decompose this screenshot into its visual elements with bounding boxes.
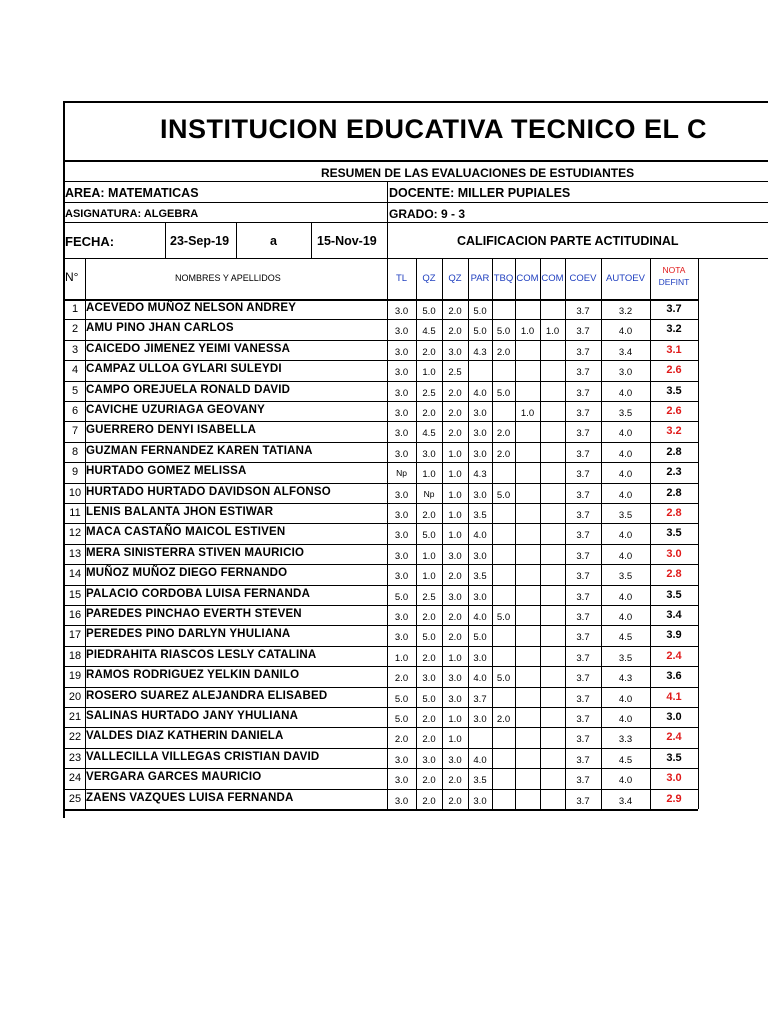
grade-autoev: 4.0 [618, 530, 633, 542]
final-grade: 3.2 [666, 425, 682, 438]
grade-tl: 3.0 [394, 754, 409, 766]
table-row [65, 442, 698, 462]
student-name: SALINAS HURTADO JANY YHULIANA [86, 710, 299, 722]
grade-par: 3.0 [473, 652, 487, 664]
row-number: 20 [68, 690, 82, 703]
grade-tbq: 5.0 [496, 489, 511, 501]
col-com2: COM [541, 273, 564, 284]
grade-autoev: 3.0 [618, 367, 633, 379]
table-row [65, 646, 698, 666]
grade-qz2: 2.0 [448, 428, 462, 440]
grade-autoev: 4.0 [618, 550, 633, 562]
student-name: CAMPO OREJUELA RONALD DAVID [86, 383, 291, 396]
grade-qz1: 4.5 [422, 428, 436, 440]
grade-par: 4.3 [473, 346, 487, 358]
grade-tl: 3.0 [394, 632, 409, 644]
student-name: CAVICHE UZURIAGA GEOVANY [86, 404, 266, 416]
grade-par: 3.0 [473, 428, 487, 440]
grade-autoev: 4.0 [618, 489, 633, 501]
grade-qz2: 3.0 [448, 673, 462, 685]
grade-qz2: 3.0 [448, 591, 462, 603]
student-name: VERGARA GARCES MAURICIO [86, 771, 262, 784]
grade-qz2: 1.0 [448, 510, 462, 521]
table-row [65, 299, 698, 319]
grade-autoev: 3.5 [618, 652, 633, 664]
row-number: 9 [71, 466, 79, 479]
grade-qz1: 2.0 [422, 510, 436, 521]
row-number: 14 [68, 568, 82, 581]
grade-coev: 3.7 [576, 591, 590, 603]
grade-coev: 3.7 [576, 775, 590, 787]
grade-coev: 3.7 [576, 306, 590, 317]
col-tbq: TBQ [493, 273, 514, 284]
final-grade: 2.8 [666, 507, 682, 519]
grade-autoev: 3.4 [618, 795, 633, 807]
grade-coev: 3.7 [576, 754, 590, 766]
student-name: MUÑOZ MUÑOZ DIEGO FERNANDO [86, 567, 288, 580]
grade-qz2: 3.0 [448, 693, 462, 705]
border-line [236, 222, 237, 259]
border-line [65, 160, 768, 162]
row-number: 23 [68, 751, 82, 764]
col-nombres: NOMBRES Y APELLIDOS [175, 273, 281, 283]
final-grade: 3.6 [666, 670, 682, 683]
table-row [65, 340, 698, 360]
grade-par: 5.0 [473, 306, 487, 317]
grade-tbq: 5.0 [496, 326, 511, 338]
col-qz2: QZ [448, 273, 462, 284]
grade-tl: 3.0 [394, 489, 409, 501]
student-name: ACEVEDO MUÑOZ NELSON ANDREY [86, 302, 297, 314]
row-number: 11 [69, 507, 81, 519]
student-name: MACA CASTAÑO MAICOL ESTIVEN [86, 526, 286, 539]
table-row [65, 381, 698, 401]
grade-tl: 3.0 [394, 550, 409, 562]
table-row [65, 789, 698, 809]
grade-qz1: 3.0 [422, 448, 436, 460]
grade-qz1: 5.0 [422, 306, 436, 317]
final-grade: 3.5 [666, 527, 682, 540]
grade-par: 4.3 [473, 469, 487, 481]
row-number: 5 [71, 384, 79, 397]
grade-qz2: 1.0 [448, 652, 462, 664]
table-row [65, 421, 698, 441]
grade-qz2: 2.0 [448, 408, 462, 419]
col-tl: TL [395, 273, 408, 284]
grade-qz1: 3.0 [422, 673, 436, 685]
row-number: 15 [68, 588, 82, 601]
grade-com1: 1.0 [520, 326, 535, 338]
col-autoev: AUTOEV [606, 273, 645, 284]
final-grade: 2.8 [666, 568, 682, 581]
col-qz1: QZ [422, 273, 436, 284]
final-grade: 3.5 [666, 384, 682, 397]
grade-qz1: 2.0 [422, 734, 436, 746]
row-number: 7 [71, 425, 79, 438]
final-grade: 3.0 [666, 711, 682, 723]
grade-par: 3.0 [473, 550, 487, 562]
row-number: 4 [71, 364, 79, 377]
calificacion-label: CALIFICACION PARTE ACTITUDINAL [457, 234, 679, 248]
grade-qz1: 1.0 [422, 550, 436, 562]
grade-tbq: 5.0 [496, 673, 511, 685]
student-name: HURTADO HURTADO DAVIDSON ALFONSO [86, 485, 331, 498]
student-name: GUERRERO DENYI ISABELLA [86, 424, 257, 437]
grade-qz2: 3.0 [448, 346, 462, 358]
grade-coev: 3.7 [576, 652, 590, 664]
final-grade: 2.8 [666, 445, 682, 458]
grade-tl: 3.0 [394, 346, 409, 358]
docente-label: DOCENTE: MILLER PUPIALES [389, 186, 571, 200]
grade-autoev: 4.0 [618, 775, 633, 787]
grid-line [698, 258, 699, 809]
grade-par: 3.0 [473, 408, 487, 419]
grade-tbq: 2.0 [496, 346, 511, 358]
student-name: CAMPAZ ULLOA GYLARI SULEYDI [86, 363, 282, 376]
grade-tl: 5.0 [394, 693, 409, 705]
grade-par: 3.5 [473, 510, 487, 521]
col-coev: COEV [569, 273, 597, 284]
grade-coev: 3.7 [576, 571, 590, 583]
table-row [65, 544, 698, 564]
final-grade: 3.7 [666, 303, 682, 315]
row-number: 16 [68, 609, 82, 621]
grade-autoev: 3.2 [618, 306, 633, 317]
grade-coev: 3.7 [576, 530, 590, 542]
final-grade: 3.5 [666, 588, 682, 601]
final-grade: 3.2 [666, 323, 682, 336]
row-number: 18 [68, 649, 82, 662]
grade-tl: 3.0 [394, 326, 409, 338]
student-name: ROSERO SUAREZ ALEJANDRA ELISABED [86, 689, 328, 702]
row-number: 19 [68, 670, 82, 683]
row-number: 22 [68, 731, 82, 744]
grade-qz1: 5.0 [422, 530, 436, 542]
grade-autoev: 4.0 [618, 612, 633, 623]
grade-coev: 3.7 [576, 387, 590, 399]
grade-tl: 1.0 [394, 652, 409, 664]
table-row [65, 687, 698, 707]
grade-tl: 3.0 [394, 612, 409, 623]
table-row [65, 585, 698, 605]
student-name: RAMOS RODRIGUEZ YELKIN DANILO [86, 669, 300, 682]
fecha-separator: a [270, 234, 277, 248]
table-row [65, 605, 698, 625]
grade-qz2: 1.0 [448, 489, 462, 501]
grade-qz1: 2.0 [422, 775, 436, 787]
grade-qz2: 2.0 [448, 612, 462, 623]
grade-par: 4.0 [473, 530, 487, 542]
grade-qz1: 2.0 [422, 612, 436, 623]
grade-qz1: 2.0 [422, 408, 436, 419]
grade-tl: 3.0 [394, 408, 409, 419]
grade-par: 4.0 [473, 673, 487, 685]
student-name: PEREDES PINO DARLYN YHULIANA [86, 628, 291, 641]
grade-autoev: 4.0 [618, 693, 633, 705]
grade-par: 4.0 [473, 387, 487, 399]
grade-coev: 3.7 [576, 550, 590, 562]
grade-qz1: 2.0 [422, 346, 436, 358]
grade-tl: 3.0 [394, 387, 409, 399]
row-number: 3 [71, 343, 79, 356]
student-name: GUZMAN FERNANDEZ KAREN TATIANA [86, 444, 313, 457]
grade-coev: 3.7 [576, 367, 590, 379]
grade-tl: 2.0 [394, 734, 409, 746]
grade-tl: 3.0 [394, 530, 409, 542]
grade-tl: 3.0 [394, 571, 409, 583]
grade-tl: 3.0 [394, 795, 409, 807]
row-number: 6 [71, 405, 79, 417]
grade-qz2: 1.0 [448, 469, 462, 481]
student-name: LENIS BALANTA JHON ESTIWAR [86, 506, 274, 518]
row-number: 12 [68, 527, 82, 540]
grade-coev: 3.7 [576, 795, 590, 807]
col-no: N° [65, 270, 79, 284]
grade-coev: 3.7 [576, 346, 590, 358]
grade-tbq: 5.0 [496, 612, 511, 623]
grade-autoev: 3.3 [618, 734, 633, 746]
grade-par: 5.0 [473, 632, 487, 644]
grade-coev: 3.7 [576, 448, 590, 460]
grade-qz1: 2.0 [422, 652, 436, 664]
grade-autoev: 3.5 [618, 408, 633, 419]
grade-qz1: 4.5 [422, 326, 436, 338]
grade-coev: 3.7 [576, 428, 590, 440]
table-row [65, 707, 698, 727]
final-grade: 2.8 [666, 486, 682, 499]
table-row [65, 401, 698, 421]
border-line [65, 202, 768, 203]
grade-tl: 2.0 [394, 673, 409, 685]
fecha-fin: 15-Nov-19 [317, 234, 377, 248]
final-grade: 2.6 [666, 364, 682, 377]
grade-qz1: 2.5 [422, 387, 436, 399]
col-par: PAR [470, 273, 490, 284]
table-row [65, 523, 698, 543]
table-row [65, 564, 698, 584]
student-name: CAICEDO JIMENEZ YEIMI VANESSA [86, 342, 291, 355]
grade-autoev: 3.5 [618, 571, 633, 583]
grade-qz2: 1.0 [448, 530, 462, 542]
grade-par: 3.0 [473, 714, 487, 725]
grade-tbq: 2.0 [496, 448, 511, 460]
grade-autoev: 4.3 [618, 673, 633, 685]
row-number: 17 [68, 629, 82, 642]
grade-tl: 5.0 [394, 591, 409, 603]
grade-par: 5.0 [473, 326, 487, 338]
area-label: AREA: MATEMATICAS [65, 186, 199, 200]
student-name: AMU PINO JHAN CARLOS [86, 322, 234, 335]
grade-qz2: 3.0 [448, 754, 462, 766]
grade-tbq: 2.0 [496, 714, 511, 725]
final-grade: 3.0 [666, 772, 682, 785]
grade-par: 3.0 [473, 591, 487, 603]
final-grade: 2.4 [666, 731, 682, 744]
grade-tl: 3.0 [394, 775, 409, 787]
grade-coev: 3.7 [576, 469, 590, 481]
grade-qz1: 2.5 [422, 591, 436, 603]
row-number: 13 [68, 547, 82, 560]
student-name: VALLECILLA VILLEGAS CRISTIAN DAVID [86, 750, 320, 763]
final-grade: 2.4 [666, 649, 682, 662]
col-nota-1: NOTA [662, 265, 686, 275]
grade-par: 4.0 [473, 612, 487, 623]
grade-autoev: 3.4 [618, 346, 633, 358]
grade-coev: 3.7 [576, 632, 590, 644]
student-name: VALDES DIAZ KATHERIN DANIELA [86, 730, 284, 743]
row-number: 21 [68, 711, 82, 723]
student-name: ZAENS VAZQUES LUISA FERNANDA [86, 791, 294, 804]
grade-par: 3.0 [473, 489, 487, 501]
grade-qz2: 2.0 [448, 775, 462, 787]
table-row [65, 503, 698, 523]
grades-sheet [63, 101, 768, 818]
grade-coev: 3.7 [576, 714, 590, 725]
grade-qz1: 1.0 [422, 367, 436, 379]
grade-qz2: 1.0 [448, 448, 462, 460]
row-number: 2 [71, 323, 79, 336]
grade-tbq: 2.0 [496, 428, 511, 440]
grade-coev: 3.7 [576, 673, 590, 685]
grade-qz2: 2.0 [448, 306, 462, 317]
grade-autoev: 4.0 [618, 591, 633, 603]
student-name: MERA SINISTERRA STIVEN MAURICIO [86, 546, 305, 559]
table-row [65, 360, 698, 380]
final-grade: 3.4 [666, 609, 682, 621]
grade-coev: 3.7 [576, 510, 590, 521]
table-row [65, 748, 698, 768]
final-grade: 3.1 [666, 343, 682, 356]
border-line [65, 222, 768, 223]
grade-qz1: Np [423, 488, 435, 499]
grade-qz2: 1.0 [448, 734, 462, 746]
grade-qz1: 1.0 [422, 571, 436, 583]
table-row [65, 319, 698, 339]
grade-par: 4.0 [473, 754, 487, 766]
final-grade: 4.1 [666, 690, 682, 703]
grade-qz1: 3.0 [422, 754, 436, 766]
final-grade: 3.9 [666, 629, 682, 642]
table-row [65, 666, 698, 686]
grade-com2: 1.0 [545, 326, 560, 338]
page-title: INSTITUCION EDUCATIVA TECNICO EL C [160, 114, 708, 144]
grade-qz2: 2.0 [448, 571, 462, 583]
final-grade: 2.6 [666, 405, 682, 417]
grade-qz1: 2.0 [422, 795, 436, 807]
grade-autoev: 4.0 [618, 469, 633, 481]
grade-tl: 3.0 [394, 510, 409, 521]
final-grade: 3.5 [666, 751, 682, 764]
grade-par: 3.5 [473, 571, 487, 583]
grade-coev: 3.7 [576, 408, 590, 419]
grid-line [65, 809, 698, 811]
grade-qz2: 2.0 [448, 632, 462, 644]
row-number: 8 [71, 445, 79, 458]
grade-tl: 5.0 [394, 714, 409, 725]
grade-tl: 3.0 [394, 428, 409, 440]
grade-tl: 3.0 [394, 306, 409, 317]
grade-tl: 3.0 [394, 448, 409, 460]
grade-coev: 3.7 [576, 612, 590, 623]
fecha-inicio: 23-Sep-19 [170, 234, 230, 248]
grade-tl: 3.0 [394, 367, 409, 379]
student-name: PIEDRAHITA RIASCOS LESLY CATALINA [86, 648, 317, 661]
grade-qz1: 5.0 [422, 632, 436, 644]
grade-autoev: 4.5 [618, 754, 633, 766]
table-row [65, 768, 698, 788]
grade-qz2: 3.0 [448, 550, 462, 562]
grade-autoev: 4.0 [618, 326, 633, 338]
grade-qz1: 1.0 [422, 469, 436, 481]
grade-com1: 1.0 [520, 408, 535, 419]
grade-coev: 3.7 [576, 693, 590, 705]
grade-coev: 3.7 [576, 734, 590, 746]
table-row [65, 727, 698, 747]
grade-autoev: 4.0 [618, 387, 633, 399]
grade-tl: Np [396, 468, 407, 479]
grado-label: GRADO: 9 - 3 [389, 207, 466, 221]
row-number: 1 [71, 303, 79, 315]
border-line [311, 222, 312, 259]
grade-qz2: 1.0 [448, 714, 462, 725]
grade-par: 3.7 [473, 693, 487, 705]
grade-par: 3.0 [473, 448, 487, 460]
grade-qz1: 2.0 [422, 714, 436, 725]
asignatura-label: ASIGNATURA: ALGEBRA [65, 208, 199, 220]
table-row [65, 483, 698, 503]
border-line [387, 181, 388, 259]
col-com1: COM [516, 273, 539, 284]
subtitle: RESUMEN DE LAS EVALUACIONES DE ESTUDIANTES [321, 166, 635, 180]
row-number: 10 [68, 486, 82, 499]
grade-qz2: 2.0 [448, 326, 462, 338]
grade-qz2: 2.0 [448, 387, 462, 399]
fecha-label: FECHA: [65, 234, 115, 249]
table-row [65, 625, 698, 645]
student-name: PAREDES PINCHAO EVERTH STEVEN [86, 608, 302, 620]
row-number: 25 [68, 792, 82, 805]
student-name: HURTADO GOMEZ MELISSA [86, 465, 247, 478]
grade-par: 3.5 [473, 775, 487, 787]
grade-tbq: 5.0 [496, 387, 511, 399]
grade-coev: 3.7 [576, 489, 590, 501]
grade-autoev: 3.5 [618, 510, 633, 521]
col-nota-2: DEFINT [658, 277, 690, 287]
grade-qz2: 2.5 [448, 367, 462, 379]
grade-autoev: 4.0 [618, 448, 633, 460]
grade-autoev: 4.5 [618, 632, 633, 644]
final-grade: 2.3 [666, 466, 682, 479]
grade-autoev: 4.0 [618, 714, 633, 725]
grade-coev: 3.7 [576, 326, 590, 338]
grade-qz2: 2.0 [448, 795, 462, 807]
border-line [165, 222, 166, 259]
table-row [65, 462, 698, 482]
grade-qz1: 5.0 [422, 693, 436, 705]
student-name: PALACIO CORDOBA LUISA FERNANDA [86, 587, 311, 600]
grade-par: 3.0 [473, 795, 487, 807]
border-line [65, 181, 768, 182]
final-grade: 2.9 [666, 792, 682, 805]
row-number: 24 [68, 772, 82, 785]
grade-autoev: 4.0 [618, 428, 633, 440]
final-grade: 3.0 [666, 547, 682, 560]
